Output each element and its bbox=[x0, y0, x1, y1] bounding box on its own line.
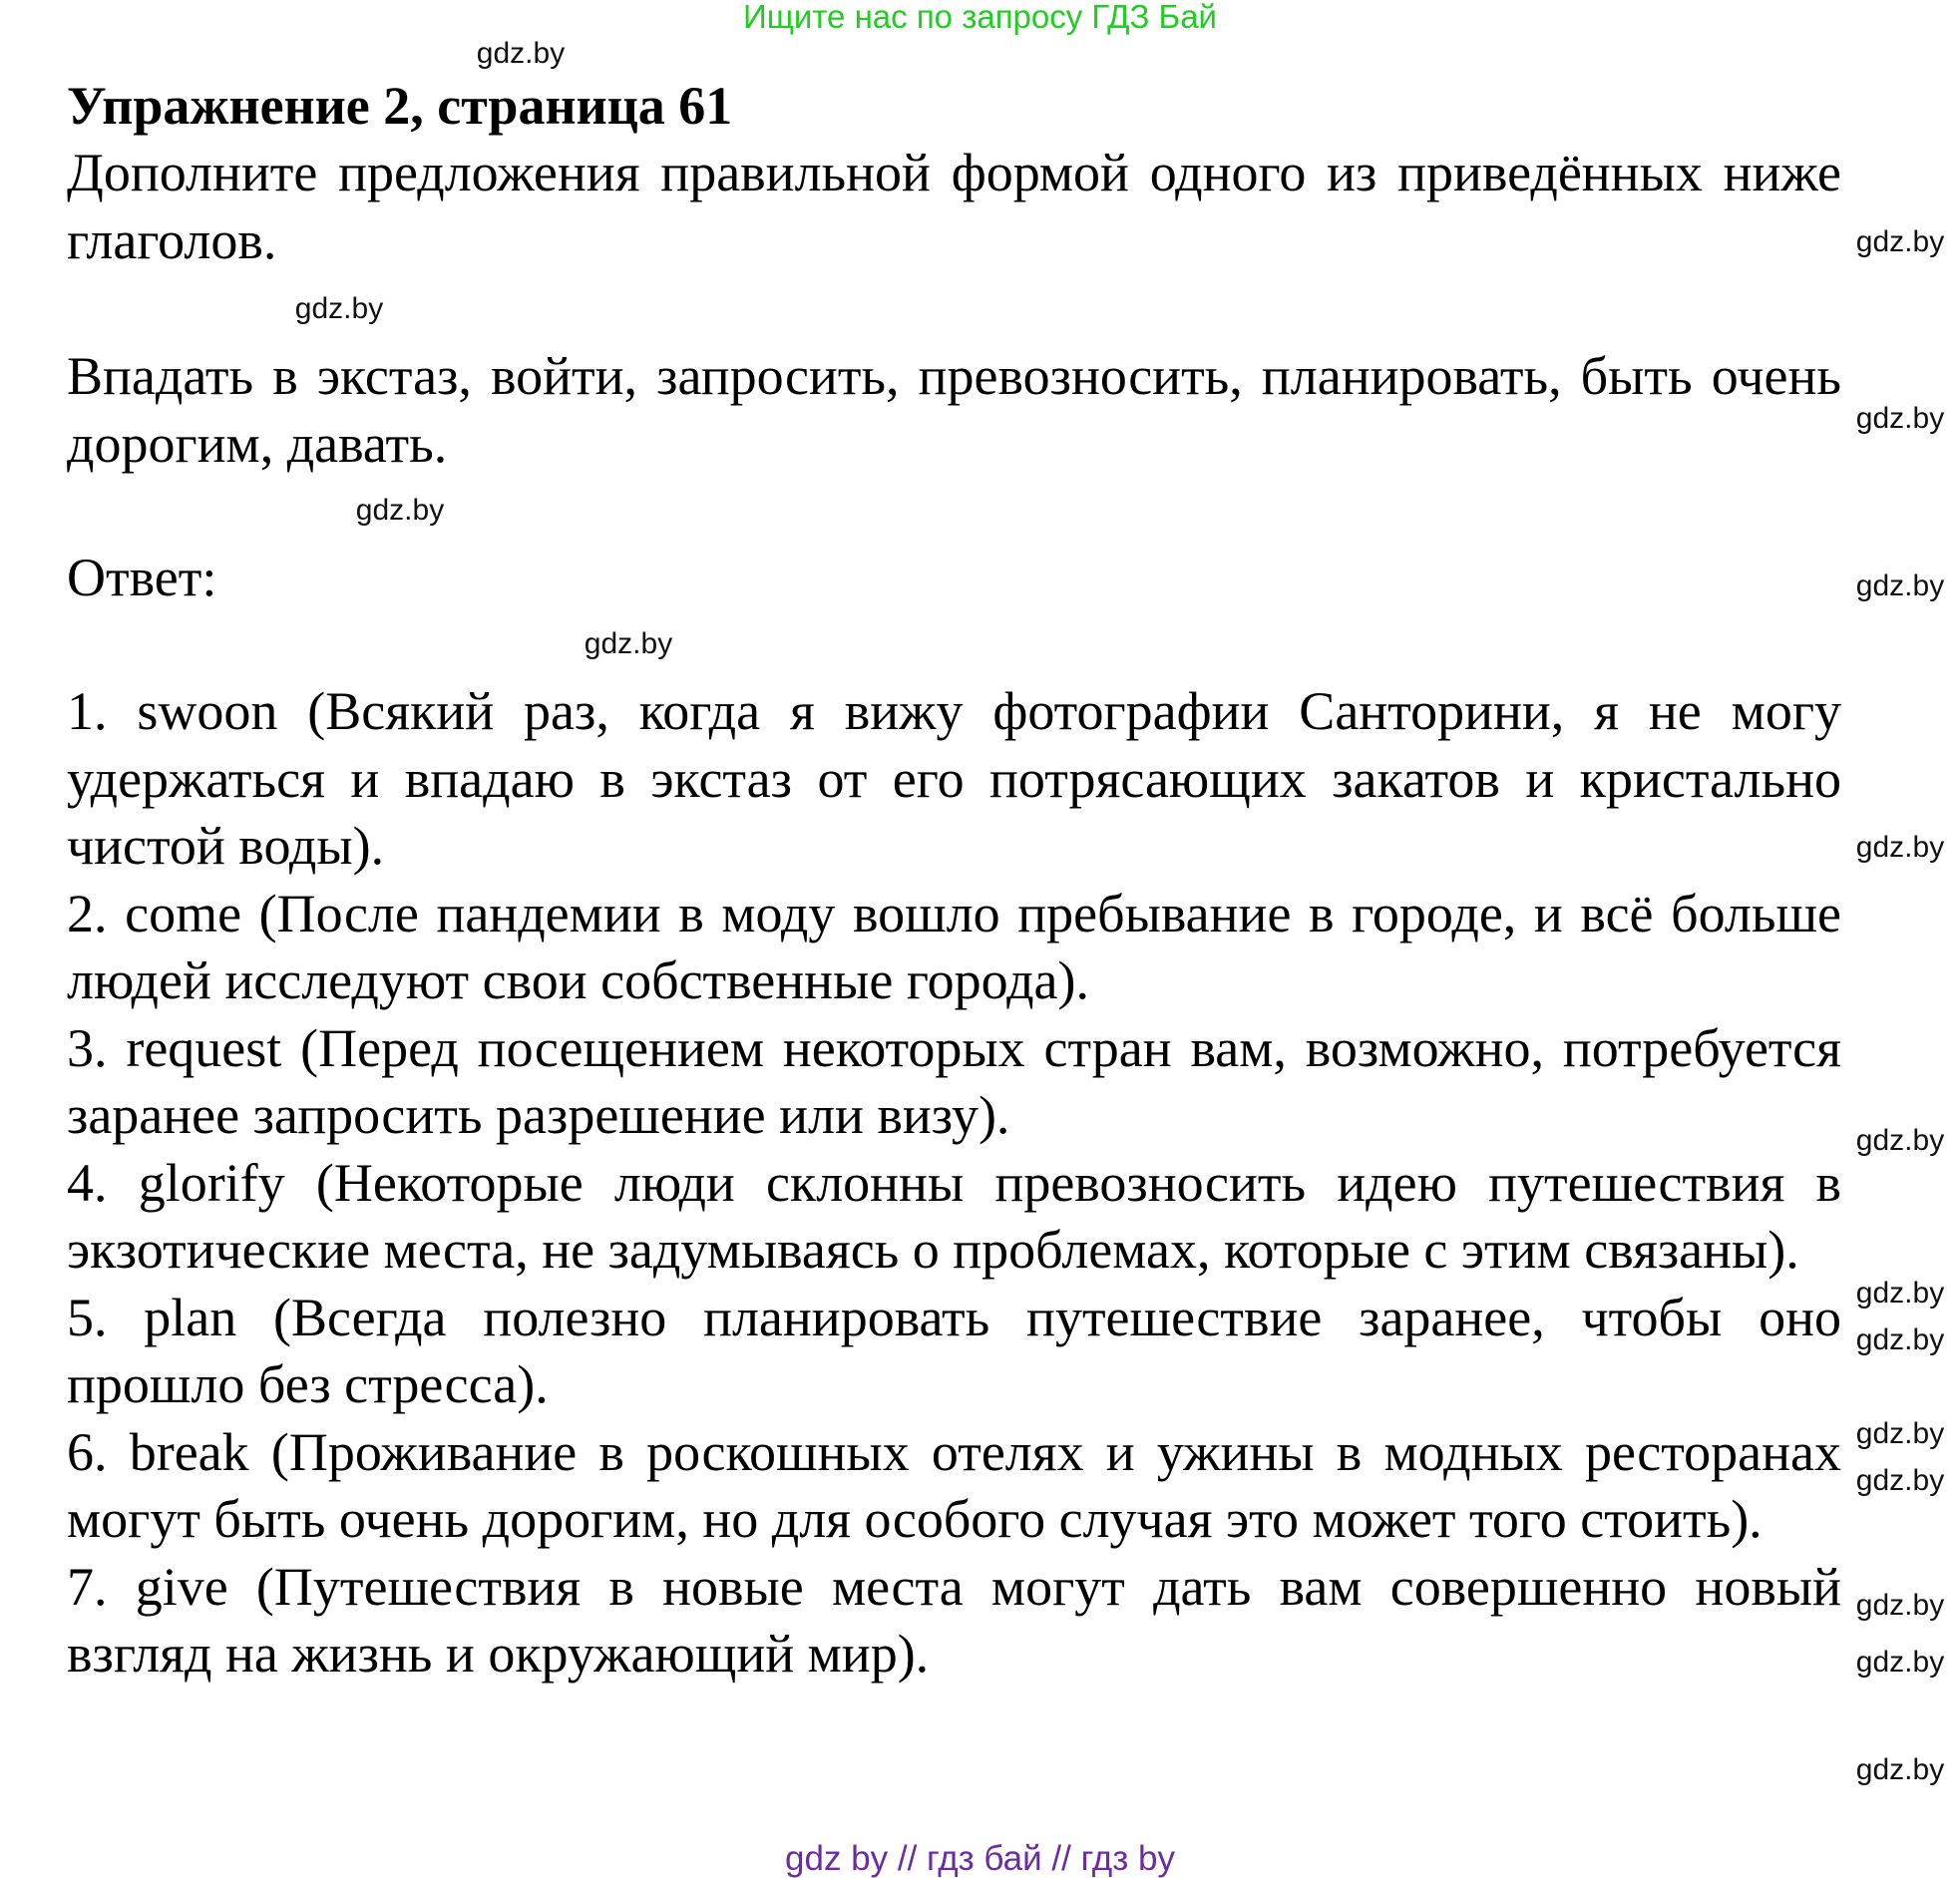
answer-item: 7. give (Путешествия в новые места могут дать вам совершенно новый взгляд на жизнь и окружающий мир). bbox=[67, 1556, 1841, 1684]
watermark: gdz.by bbox=[476, 37, 566, 70]
watermark: gdz.by bbox=[294, 292, 384, 325]
watermark: gdz.by bbox=[1855, 1464, 1945, 1497]
instruction-text: Дополните предложения правильной формой одного из приведённых ниже глаголов. bbox=[67, 143, 1841, 270]
watermark: gdz.by bbox=[1855, 569, 1945, 602]
footer-links: gdz by // гдз бай // гдз by bbox=[785, 1839, 1175, 1878]
watermark: gdz.by bbox=[1855, 1589, 1945, 1622]
answer-item: 1. swoon (Всякий раз, когда я вижу фотографии Санторини, я не могу удержаться и впадаю в экстаз от его потрясающих закатов и кристально чистой воды). bbox=[67, 681, 1841, 876]
answer-item: 6. break (Проживание в роскошных отелях и ужины в модных ресторанах могут быть очень дорогим, но для особого случая это может того стоить). bbox=[67, 1421, 1841, 1549]
verbs-list: Впадать в экстаз, войти, запросить, превозносить, планировать, быть очень дорогим, давать. bbox=[67, 346, 1841, 474]
watermark: gdz.by bbox=[1855, 1124, 1945, 1157]
answer-item: 5. plan (Всегда полезно планировать путешествие заранее, чтобы оно прошло без стресса). bbox=[67, 1287, 1841, 1414]
watermark: gdz.by bbox=[1855, 1277, 1945, 1310]
watermark: gdz.by bbox=[1855, 831, 1945, 864]
watermark: gdz.by bbox=[1855, 1646, 1945, 1679]
watermark: gdz.by bbox=[1855, 1323, 1945, 1356]
answer-item: 3. request (Перед посещением некоторых стран вам, возможно, потребуется заранее запросить разрешение или визу). bbox=[67, 1017, 1841, 1145]
watermark: gdz.by bbox=[1855, 1417, 1945, 1450]
exercise-title: Упражнение 2, страница 61 bbox=[67, 76, 733, 136]
answers-list bbox=[67, 678, 1841, 1689]
answer-item: 2. come (После пандемии в моду вошло пребывание в городе, и всё больше людей исследуют свои собственные города). bbox=[67, 883, 1841, 1010]
watermark: gdz.by bbox=[355, 494, 445, 527]
answer-label: Ответ: bbox=[67, 548, 217, 607]
watermark: gdz.by bbox=[1855, 402, 1945, 435]
watermark: gdz.by bbox=[1855, 225, 1945, 258]
answer-item: 4. glorify (Некоторые люди склонны превозносить идею путешествия в экзотические места, не задумываясь о проблемах, которые с этим связаны). bbox=[67, 1152, 1841, 1280]
search-hint-banner: Ищите нас по запросу ГДЗ Бай bbox=[743, 0, 1217, 35]
watermark: gdz.by bbox=[584, 627, 673, 660]
watermark: gdz.by bbox=[1855, 1753, 1945, 1786]
